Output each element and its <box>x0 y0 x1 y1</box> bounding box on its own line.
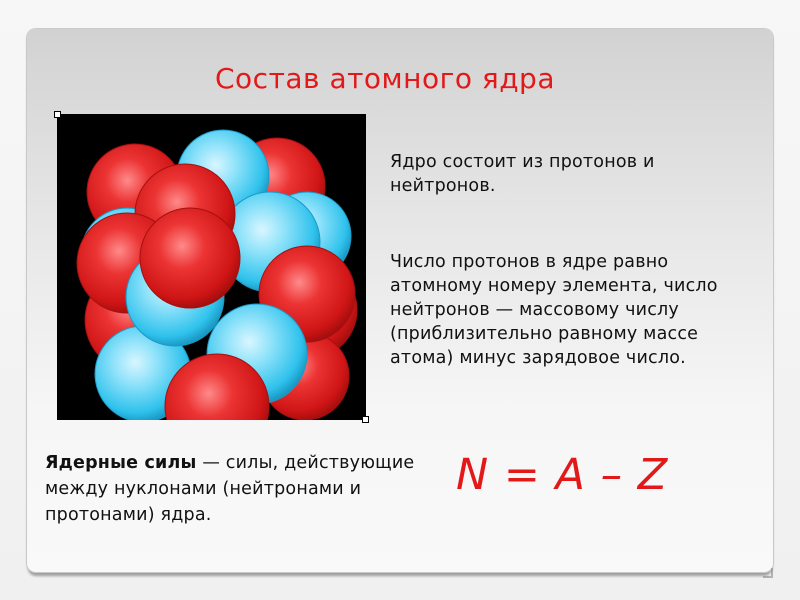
composition-text: Ядро состоит из протонов и нейтронов. <box>390 152 655 196</box>
nucleus-image[interactable] <box>57 114 366 420</box>
corner-mark <box>763 568 773 578</box>
formula: N = A – Z <box>456 450 669 500</box>
nuclear-forces-definition: — силы, действующие между нуклонами (нейтронами и протонами) ядра. <box>45 453 415 525</box>
resize-handle-bottom-right[interactable] <box>362 416 369 423</box>
proton-neutron-text: Число протонов в ядре равно атомному номеру элемента, число нейтронов — массовому числу (приблизительно равному массе атома) минус зарядовое число. <box>390 252 718 368</box>
nuclear-forces-term: Ядерные силы <box>45 453 197 473</box>
proton-sphere <box>140 208 240 308</box>
slide-title: Состав атомного ядра <box>215 62 555 95</box>
nucleus-illustration <box>57 114 366 420</box>
nuclear-forces-text <box>45 450 415 528</box>
